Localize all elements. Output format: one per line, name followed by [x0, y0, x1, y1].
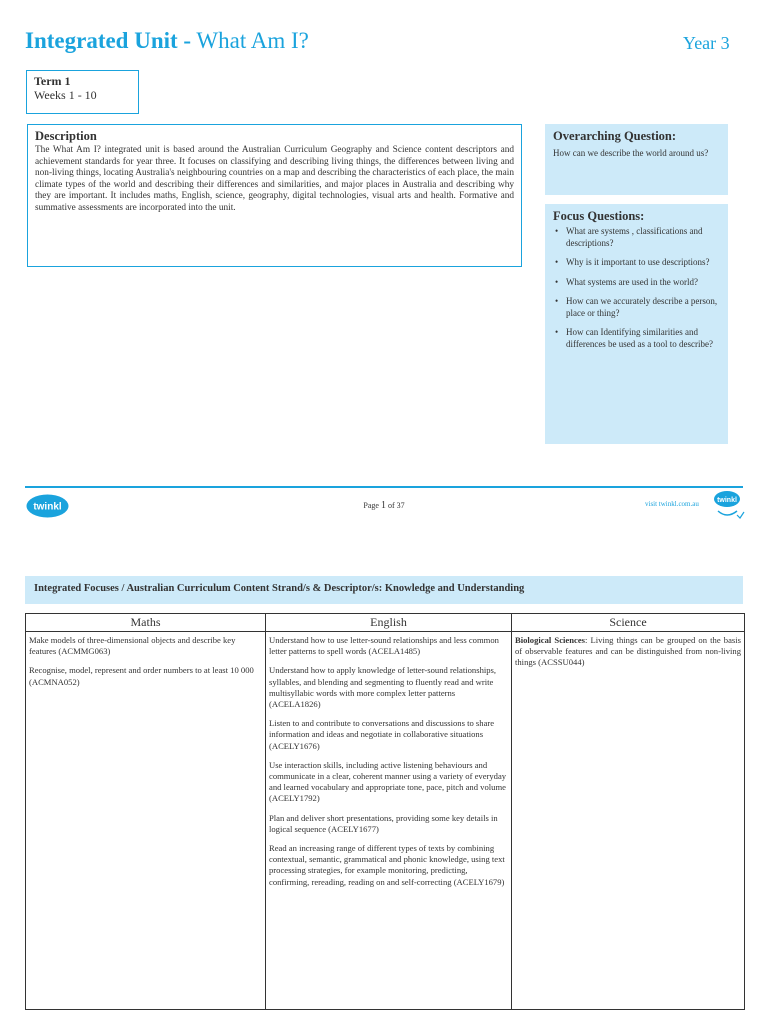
bullet-icon: • [555, 276, 559, 287]
column-header-maths: Maths [26, 614, 266, 632]
description-text: The What Am I? integrated unit is based around the Australian Curriculum Geography and Science content descriptors and achievement standards for year three. It focuses on classifying and describing living things, the differences between living and non-living things, locating Australia's neighbouring countries on a map and describing the characteristics of each place, the main climate types of the world and describing their differences and similarities, and major places in Australia and describing why they are important. It includes maths, English, science, geography, digital technologies, visual arts and health. Formative and summative assessments are incorporated into the unit. [35, 145, 514, 213]
bullet-icon: • [555, 296, 559, 306]
focus-heading: Focus Questions: [553, 209, 645, 223]
footer-divider [25, 486, 743, 488]
title-bold: Integrated Unit - [25, 28, 192, 53]
science-descriptor: : Living things can be grouped on the basis of observable features and can be distinguished from non-living things (ACSSU044) [515, 635, 741, 668]
page-prefix: Page [363, 501, 381, 510]
bullet-icon: • [555, 257, 559, 267]
science-label: Biological Sciences [515, 635, 585, 645]
maths-descriptor: Recognise, model, represent and order numbers to at least 10 000 (ACMNA052) [29, 665, 254, 687]
english-cell [266, 632, 512, 1010]
overarching-heading: Overarching Question: [553, 129, 677, 143]
page-title [25, 28, 309, 54]
badge-text: twinkl [717, 497, 737, 504]
page-current: 1 [380, 500, 386, 511]
bullet-icon: • [555, 327, 559, 337]
term-label: Term 1 [34, 74, 71, 88]
maths-descriptor: Make models of three-dimensional objects and describe key features (ACMMG063) [29, 635, 236, 657]
table-header-row [26, 614, 745, 632]
logo-text: twinkl [33, 501, 62, 513]
column-header-science: Science [512, 614, 745, 632]
focus-question: What are systems , classifications and descriptions? [566, 226, 703, 248]
term-box [26, 70, 139, 114]
list-item [553, 296, 720, 319]
curriculum-heading-bar: Integrated Focuses / Australian Curriculum Content Strand/s & Descriptor/s: Knowledge and Understanding [25, 576, 743, 604]
twinkl-badge-icon [713, 489, 745, 521]
overarching-question-box [545, 124, 728, 195]
list-item [553, 327, 720, 350]
term-weeks: Weeks 1 - 10 [34, 88, 97, 102]
english-descriptor: Understand how to apply knowledge of letter-sound relationships, syllables, and blending and segmenting to fluently read and write multisyllabic words with more complex letter patterns (ACELA1826) [269, 665, 497, 710]
description-heading: Description [35, 129, 97, 143]
english-descriptor: Listen to and contribute to conversations and discussions to share information and ideas and negotiate in collaborative situations (ACELY1676) [269, 718, 495, 751]
title-rest: What Am I? [191, 28, 309, 53]
list-item [553, 226, 720, 249]
overarching-text: How can we describe the world around us? [553, 148, 709, 158]
english-descriptor: Use interaction skills, including active listening behaviours and communicate in a clear, coherent manner using a variety of everyday and learned vocabulary and appropriate tone, pace, pitch and volume (ACELY1792) [269, 759, 507, 804]
focus-question: How can we accurately describe a person, place or thing? [566, 296, 718, 318]
focus-question: Why is it important to use descriptions? [566, 257, 710, 267]
table-row [26, 632, 745, 1010]
english-descriptor: Plan and deliver short presentations, providing some key details in logical sequence (ACELY1677) [269, 812, 498, 834]
description-box [27, 124, 522, 267]
bullet-icon: • [555, 226, 559, 236]
english-descriptor: Understand how to use letter-sound relationships and less common letter patterns to spell words (ACELA1485) [269, 635, 499, 657]
science-cell [512, 632, 745, 1010]
site-link[interactable]: visit twinkl.com.au [645, 500, 699, 508]
focus-question: How can Identifying similarities and differences be used as a tool to describe? [566, 327, 714, 349]
year-label: Year 3 [683, 33, 730, 53]
list-item [553, 277, 720, 289]
page-suffix: of 37 [385, 501, 405, 510]
curriculum-table [25, 613, 745, 1010]
column-header-english: English [266, 614, 512, 632]
list-item [553, 257, 720, 269]
focus-question: What systems are used in the world? [566, 276, 698, 287]
english-descriptor: Read an increasing range of different types of texts by combining contextual, semantic, grammatical and phonic knowledge, using text processing strategies, for example monitoring, predicting, confirming, rereading, reading on and self-correcting (ACELY1679) [269, 843, 505, 887]
maths-cell [26, 632, 266, 1010]
focus-questions-box [545, 204, 728, 444]
focus-list [553, 226, 720, 350]
